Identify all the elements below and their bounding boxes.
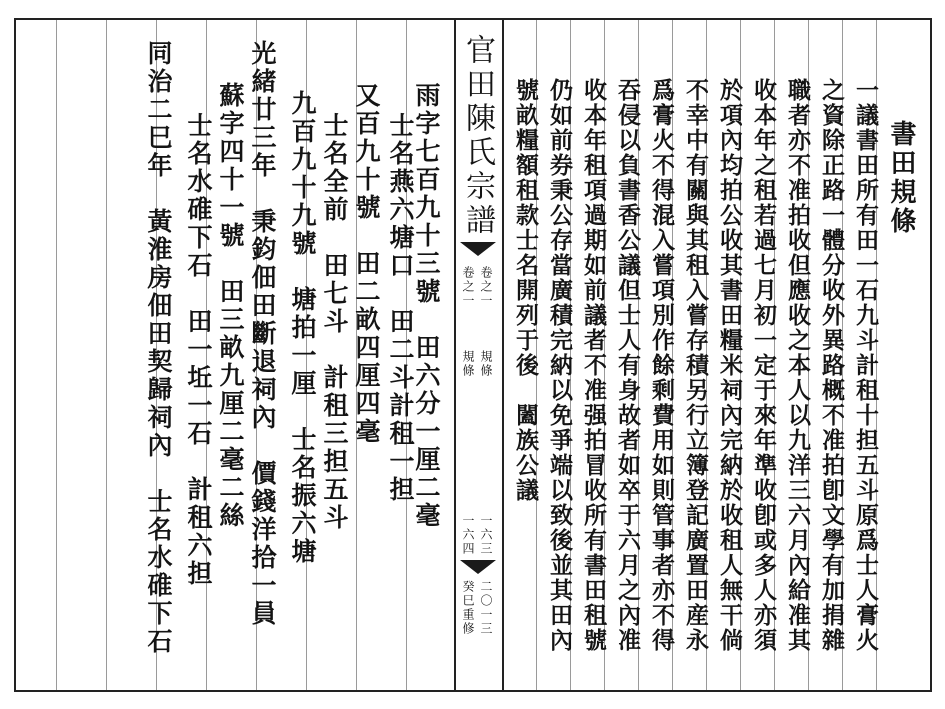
land-record-line: 士名水碓下石 田一坵一石 計租六担 — [184, 112, 213, 588]
section-heading: 書田規條 — [886, 120, 916, 236]
right-page — [502, 20, 930, 690]
volume-label-right: 卷之一 — [479, 266, 493, 308]
land-record-line: 同治二巳年 黃淮房佃田契歸祠內 士名水碓下石 — [144, 40, 173, 656]
page-number-left: 一六四 — [461, 514, 475, 556]
book-title: 官田陳氏宗譜 — [460, 34, 495, 238]
fishtail-mark-top — [460, 242, 496, 256]
land-record-line: 又百九十號 田二畝四厘四毫 — [352, 82, 381, 446]
land-record-line: 雨字七百九十三號 田六分一厘二毫 — [412, 82, 441, 530]
section-label-right: 規條 — [479, 350, 493, 378]
rule-text-line: 號畝糧額租款士名開列于後 闔族公議 — [512, 78, 539, 503]
land-record-line: 士名燕六塘口 田二斗計租一担 — [386, 112, 415, 504]
rule-text-line: 仍如前券秉公存當廣積完納以免爭端以致後並其田內 — [546, 78, 573, 653]
land-record-line: 九百九十九號 塘拍一厘 士名振六塘 — [288, 90, 317, 566]
rule-text-line: 於項內均拍公收其書田糧米祠內完納於收租人無干倘 — [716, 78, 743, 653]
genealogy-spread — [14, 18, 932, 692]
column-rule — [56, 20, 57, 690]
volume-label-left: 卷之一 — [461, 266, 475, 308]
left-page — [16, 20, 452, 690]
rule-text-line: 收本年租項過期如前議者不准强拍冒收所有書田租號 — [580, 78, 607, 653]
land-record-line: 光緒廿三年 秉鈞佃田斷退祠內 價錢洋拾一員 — [248, 40, 277, 628]
rule-text-line: 不幸中有關與其租入嘗存積另行立簿登記廣置田産永 — [682, 78, 709, 653]
land-record-line: 士名全前 田七斗 計租三担五斗 — [320, 112, 349, 532]
edition-year: 二〇一三 — [479, 580, 493, 636]
rule-text-line: 一議書田所有田一石九斗計租十担五斗原爲士人膏火 — [852, 78, 879, 653]
rule-text-line: 職者亦不准拍收但應收之本人以九洋三六月內給准其 — [784, 78, 811, 653]
rule-text-line: 吞侵以負書香公議但士人有身故者如卒于六月之內准 — [614, 78, 641, 653]
rule-text-line: 爲膏火不得混入嘗項別作餘剩費用如則管事者亦不得 — [648, 78, 675, 653]
section-label-left: 規條 — [461, 350, 475, 378]
page-number-right: 一六三 — [479, 514, 493, 556]
rule-text-line: 收本年之租若過七月初一定于來年準收卽或多人亦須 — [750, 78, 777, 653]
column-rule — [106, 20, 107, 690]
land-record-line: 蘇字四十一號 田三畝九厘二毫二絲 — [216, 82, 245, 530]
edition-label: 癸巳重修 — [461, 580, 475, 636]
rule-text-line: 之資除正路一體分收外異路概不准拍卽文學有加捐雜 — [818, 78, 845, 653]
center-spine — [454, 20, 504, 690]
fishtail-mark-bottom — [460, 560, 496, 574]
